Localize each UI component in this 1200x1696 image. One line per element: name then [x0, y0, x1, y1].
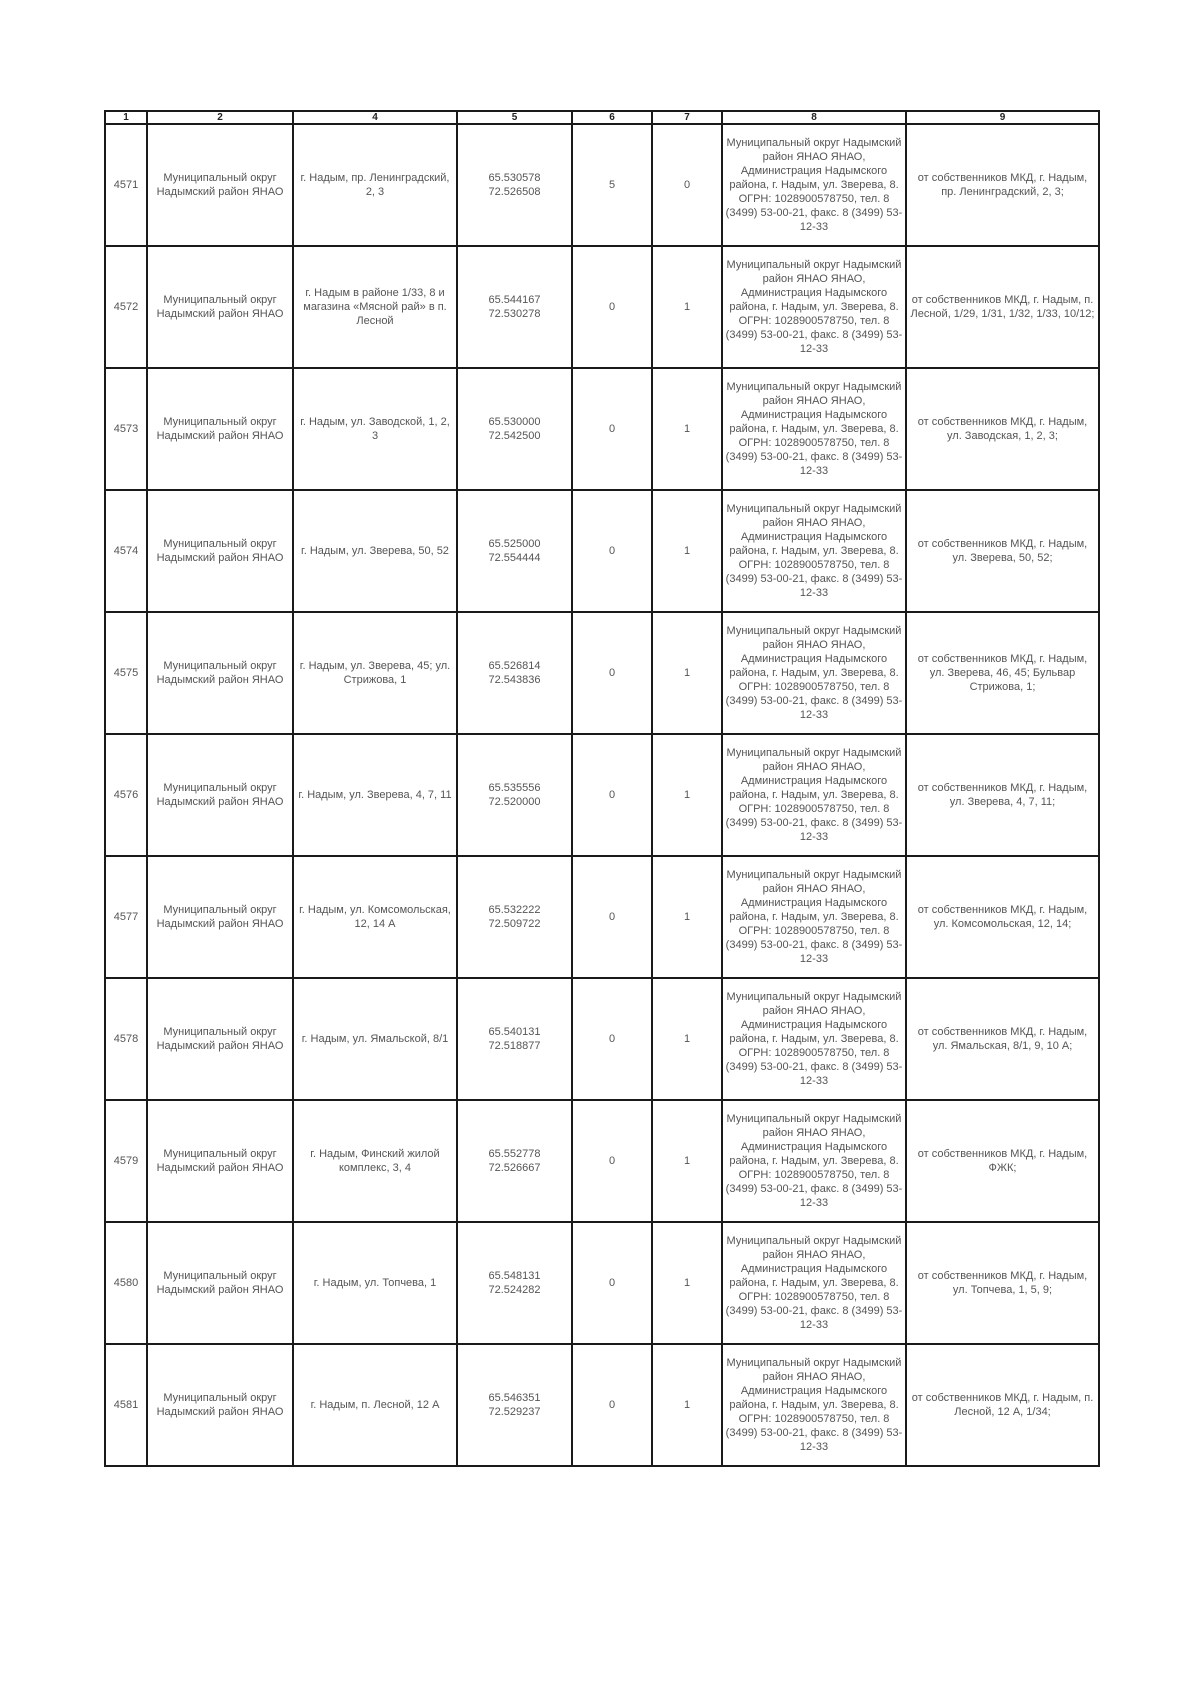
cell-municipality: Муниципальный округ Надымский район ЯНАО — [147, 612, 293, 734]
cell-coordinates — [457, 1344, 572, 1466]
cell-id: 4581 — [105, 1344, 147, 1466]
cell-column-7: 1 — [652, 1344, 722, 1466]
cell-basis: от собственников МКД, г. Надым, ул. Зверева, 50, 52; — [906, 490, 1099, 612]
longitude-value: 72.524282 — [488, 1284, 541, 1296]
cell-address: г. Надым, Финский жилой комплекс, 3, 4 — [293, 1100, 457, 1222]
cell-column-7: 0 — [652, 124, 722, 246]
cell-id: 4578 — [105, 978, 147, 1100]
longitude-value: 72.509722 — [488, 918, 541, 930]
cell-column-7: 1 — [652, 490, 722, 612]
cell-address: г. Надым, ул. Зверева, 45; ул. Стрижова, 1 — [293, 612, 457, 734]
cell-basis: от собственников МКД, г. Надым, ул. Ямальская, 8/1, 9, 10 А; — [906, 978, 1099, 1100]
cell-coordinates — [457, 490, 572, 612]
cell-column-6: 0 — [572, 978, 652, 1100]
table-row — [105, 856, 1099, 978]
cell-coordinates — [457, 246, 572, 368]
cell-coordinates — [457, 978, 572, 1100]
latitude-value: 65.548131 — [488, 1270, 541, 1282]
table-row — [105, 734, 1099, 856]
cell-id: 4576 — [105, 734, 147, 856]
cell-column-7: 1 — [652, 734, 722, 856]
longitude-value: 72.530278 — [488, 308, 541, 320]
cell-address: г. Надым, ул. Комсомольская, 12, 14 А — [293, 856, 457, 978]
cell-id: 4575 — [105, 612, 147, 734]
cell-owner: Муниципальный округ Надымский район ЯНАО ЯНАО, Администрация Надымского района, г. Надым, ул. Зверева, 8. ОГРН: 1028900578750, тел. 8 (3499) 53-00-21, факс. 8 (3499) 53-12-33 — [722, 368, 906, 490]
cell-column-7: 1 — [652, 856, 722, 978]
cell-column-7: 1 — [652, 1222, 722, 1344]
cell-column-6: 0 — [572, 490, 652, 612]
cell-column-7: 1 — [652, 978, 722, 1100]
column-header: 8 — [722, 111, 906, 124]
cell-coordinates — [457, 124, 572, 246]
cell-owner: Муниципальный округ Надымский район ЯНАО ЯНАО, Администрация Надымского района, г. Надым, ул. Зверева, 8. ОГРН: 1028900578750, тел. 8 (3499) 53-00-21, факс. 8 (3499) 53-12-33 — [722, 734, 906, 856]
cell-id: 4574 — [105, 490, 147, 612]
cell-municipality: Муниципальный округ Надымский район ЯНАО — [147, 368, 293, 490]
longitude-value: 72.543836 — [488, 674, 541, 686]
cell-coordinates — [457, 612, 572, 734]
longitude-value: 72.526508 — [488, 186, 541, 198]
cell-id: 4579 — [105, 1100, 147, 1222]
cell-coordinates — [457, 734, 572, 856]
latitude-value: 65.540131 — [488, 1026, 541, 1038]
column-header: 5 — [457, 111, 572, 124]
cell-municipality: Муниципальный округ Надымский район ЯНАО — [147, 1100, 293, 1222]
cell-address: г. Надым, ул. Топчева, 1 — [293, 1222, 457, 1344]
cell-column-7: 1 — [652, 246, 722, 368]
cell-column-6: 0 — [572, 612, 652, 734]
latitude-value: 65.530578 — [488, 172, 541, 184]
cell-municipality: Муниципальный округ Надымский район ЯНАО — [147, 978, 293, 1100]
latitude-value: 65.546351 — [488, 1392, 541, 1404]
header-row — [105, 111, 1099, 124]
cell-owner: Муниципальный округ Надымский район ЯНАО ЯНАО, Администрация Надымского района, г. Надым, ул. Зверева, 8. ОГРН: 1028900578750, тел. 8 (3499) 53-00-21, факс. 8 (3499) 53-12-33 — [722, 246, 906, 368]
cell-municipality: Муниципальный округ Надымский район ЯНАО — [147, 734, 293, 856]
table-row — [105, 978, 1099, 1100]
latitude-value: 65.552778 — [488, 1148, 541, 1160]
cell-address: г. Надым, п. Лесной, 12 А — [293, 1344, 457, 1466]
latitude-value: 65.526814 — [488, 660, 541, 672]
cell-owner: Муниципальный округ Надымский район ЯНАО ЯНАО, Администрация Надымского района, г. Надым, ул. Зверева, 8. ОГРН: 1028900578750, тел. 8 (3499) 53-00-21, факс. 8 (3499) 53-12-33 — [722, 612, 906, 734]
cell-basis: от собственников МКД, г. Надым, ул. Зверева, 46, 45; Бульвар Стрижова, 1; — [906, 612, 1099, 734]
cell-coordinates — [457, 1100, 572, 1222]
cell-column-6: 0 — [572, 1222, 652, 1344]
cell-owner: Муниципальный округ Надымский район ЯНАО ЯНАО, Администрация Надымского района, г. Надым, ул. Зверева, 8. ОГРН: 1028900578750, тел. 8 (3499) 53-00-21, факс. 8 (3499) 53-12-33 — [722, 1222, 906, 1344]
cell-id: 4580 — [105, 1222, 147, 1344]
cell-id: 4573 — [105, 368, 147, 490]
latitude-value: 65.544167 — [488, 294, 541, 306]
cell-column-6: 0 — [572, 246, 652, 368]
cell-basis: от собственников МКД, г. Надым, ул. Комсомольская, 12, 14; — [906, 856, 1099, 978]
cell-owner: Муниципальный округ Надымский район ЯНАО ЯНАО, Администрация Надымского района, г. Надым, ул. Зверева, 8. ОГРН: 1028900578750, тел. 8 (3499) 53-00-21, факс. 8 (3499) 53-12-33 — [722, 856, 906, 978]
cell-municipality: Муниципальный округ Надымский район ЯНАО — [147, 124, 293, 246]
cell-address: г. Надым, ул. Заводской, 1, 2, 3 — [293, 368, 457, 490]
cell-column-6: 0 — [572, 1100, 652, 1222]
cell-basis: от собственников МКД, г. Надым, ул. Заводская, 1, 2, 3; — [906, 368, 1099, 490]
longitude-value: 72.542500 — [488, 430, 541, 442]
cell-id: 4571 — [105, 124, 147, 246]
cell-coordinates — [457, 368, 572, 490]
cell-owner: Муниципальный округ Надымский район ЯНАО ЯНАО, Администрация Надымского района, г. Надым, ул. Зверева, 8. ОГРН: 1028900578750, тел. 8 (3499) 53-00-21, факс. 8 (3499) 53-12-33 — [722, 1344, 906, 1466]
cell-address: г. Надым, ул. Зверева, 50, 52 — [293, 490, 457, 612]
cell-address: г. Надым, ул. Зверева, 4, 7, 11 — [293, 734, 457, 856]
cell-basis: от собственников МКД, г. Надым, ул. Топчева, 1, 5, 9; — [906, 1222, 1099, 1344]
table-body — [105, 124, 1099, 1466]
cell-basis: от собственников МКД, г. Надым, п. Лесной, 1/29, 1/31, 1/32, 1/33, 10/12; — [906, 246, 1099, 368]
cell-basis: от собственников МКД, г. Надым, п. Лесной, 12 А, 1/34; — [906, 1344, 1099, 1466]
longitude-value: 72.526667 — [488, 1162, 541, 1174]
cell-column-6: 0 — [572, 856, 652, 978]
cell-id: 4577 — [105, 856, 147, 978]
latitude-value: 65.525000 — [488, 538, 541, 550]
cell-column-6: 0 — [572, 1344, 652, 1466]
cell-column-7: 1 — [652, 368, 722, 490]
table-row — [105, 1100, 1099, 1222]
cell-municipality: Муниципальный округ Надымский район ЯНАО — [147, 490, 293, 612]
latitude-value: 65.532222 — [488, 904, 541, 916]
cell-address: г. Надым, ул. Ямальской, 8/1 — [293, 978, 457, 1100]
cell-address: г. Надым, пр. Ленинградский, 2, 3 — [293, 124, 457, 246]
cell-column-7: 1 — [652, 612, 722, 734]
column-header: 7 — [652, 111, 722, 124]
column-header: 4 — [293, 111, 457, 124]
cell-column-6: 0 — [572, 368, 652, 490]
longitude-value: 72.554444 — [488, 552, 541, 564]
table-row — [105, 1222, 1099, 1344]
table-row — [105, 246, 1099, 368]
table-row — [105, 368, 1099, 490]
table-row — [105, 1344, 1099, 1466]
cell-owner: Муниципальный округ Надымский район ЯНАО ЯНАО, Администрация Надымского района, г. Надым, ул. Зверева, 8. ОГРН: 1028900578750, тел. 8 (3499) 53-00-21, факс. 8 (3499) 53-12-33 — [722, 978, 906, 1100]
cell-column-6: 5 — [572, 124, 652, 246]
column-header: 2 — [147, 111, 293, 124]
cell-owner: Муниципальный округ Надымский район ЯНАО ЯНАО, Администрация Надымского района, г. Надым, ул. Зверева, 8. ОГРН: 1028900578750, тел. 8 (3499) 53-00-21, факс. 8 (3499) 53-12-33 — [722, 124, 906, 246]
table-row — [105, 612, 1099, 734]
cell-owner: Муниципальный округ Надымский район ЯНАО ЯНАО, Администрация Надымского района, г. Надым, ул. Зверева, 8. ОГРН: 1028900578750, тел. 8 (3499) 53-00-21, факс. 8 (3499) 53-12-33 — [722, 1100, 906, 1222]
longitude-value: 72.518877 — [488, 1040, 541, 1052]
longitude-value: 72.520000 — [488, 796, 541, 808]
column-header: 9 — [906, 111, 1099, 124]
cell-address: г. Надым в районе 1/33, 8 и магазина «Мясной рай» в п. Лесной — [293, 246, 457, 368]
cell-basis: от собственников МКД, г. Надым, пр. Ленинградский, 2, 3; — [906, 124, 1099, 246]
cell-coordinates — [457, 856, 572, 978]
cell-municipality: Муниципальный округ Надымский район ЯНАО — [147, 856, 293, 978]
cell-column-7: 1 — [652, 1100, 722, 1222]
latitude-value: 65.535556 — [488, 782, 541, 794]
cell-owner: Муниципальный округ Надымский район ЯНАО ЯНАО, Администрация Надымского района, г. Надым, ул. Зверева, 8. ОГРН: 1028900578750, тел. 8 (3499) 53-00-21, факс. 8 (3499) 53-12-33 — [722, 490, 906, 612]
column-header: 1 — [105, 111, 147, 124]
table-row — [105, 124, 1099, 246]
cell-basis: от собственников МКД, г. Надым, ул. Зверева, 4, 7, 11; — [906, 734, 1099, 856]
cell-column-6: 0 — [572, 734, 652, 856]
cell-coordinates — [457, 1222, 572, 1344]
column-header: 6 — [572, 111, 652, 124]
cell-id: 4572 — [105, 246, 147, 368]
longitude-value: 72.529237 — [488, 1406, 541, 1418]
latitude-value: 65.530000 — [488, 416, 541, 428]
table-row — [105, 490, 1099, 612]
cell-municipality: Муниципальный округ Надымский район ЯНАО — [147, 1344, 293, 1466]
registry-table — [104, 110, 1100, 1467]
cell-municipality: Муниципальный округ Надымский район ЯНАО — [147, 246, 293, 368]
cell-municipality: Муниципальный округ Надымский район ЯНАО — [147, 1222, 293, 1344]
cell-basis: от собственников МКД, г. Надым, ФЖК; — [906, 1100, 1099, 1222]
